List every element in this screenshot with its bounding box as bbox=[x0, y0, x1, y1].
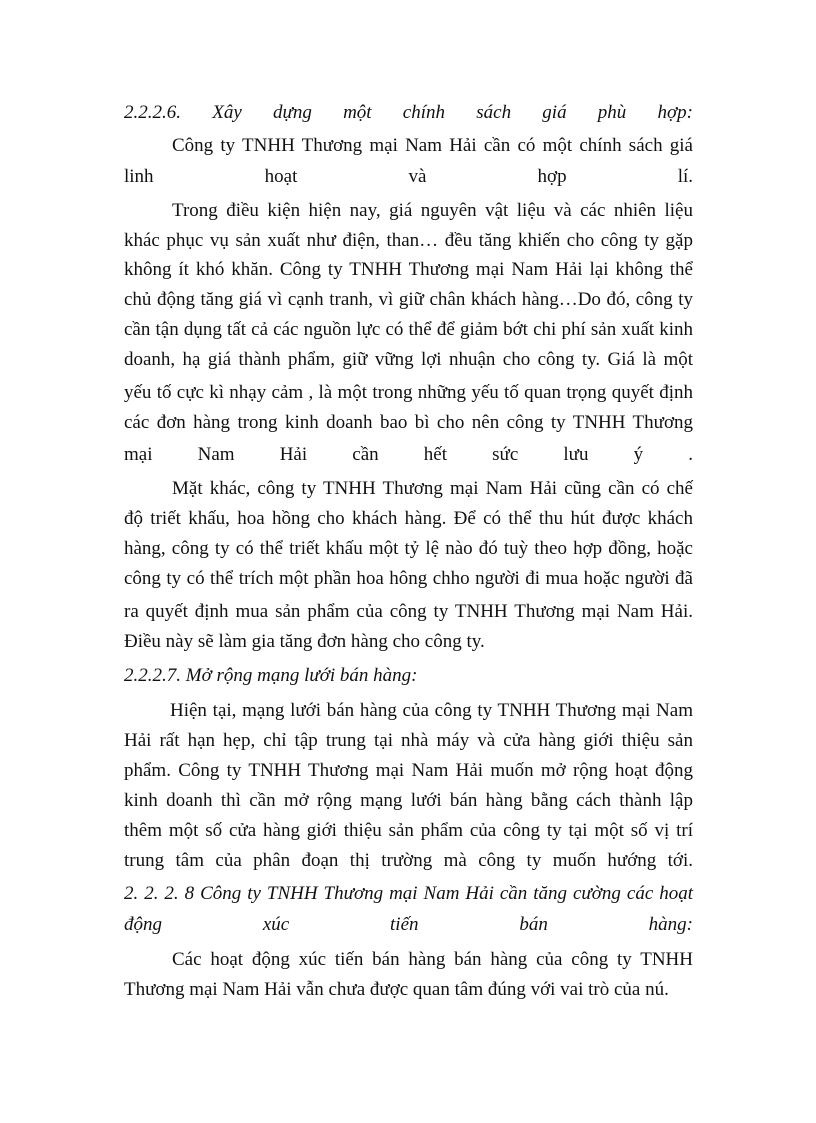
paragraph-line: thêm một số cửa hàng giới thiệu sản phẩm của công ty tại một số vị trí bbox=[124, 820, 693, 841]
paragraph-line: Điều này sẽ làm gia tăng đơn hàng cho công ty. bbox=[124, 631, 485, 652]
paragraph-line: cần tận dụng tất cả các nguồn lực có thể để giảm bớt chi phí sản xuất kinh bbox=[124, 319, 693, 340]
paragraph-line: khác phục vụ sản xuất như điện, than… đều tăng khiến cho công ty gặp bbox=[124, 230, 693, 251]
paragraph-line: các đơn hàng trong kinh doanh bao bì cho nên công ty TNHH Thương bbox=[124, 412, 693, 433]
paragraph-line: chủ động tăng giá vì cạnh tranh, vì giữ chân khách hàng…Do đó, công ty bbox=[124, 289, 693, 310]
paragraph-line: không ít khó khăn. Công ty TNHH Thương mại Nam Hải lại không thể bbox=[124, 259, 693, 280]
paragraph-line: mại Nam Hải cần hết sức lưu ý . bbox=[124, 444, 693, 465]
paragraph-line: doanh, hạ giá thành phẩm, giữ vững lợi nhuận cho công ty. Giá là một bbox=[124, 349, 693, 370]
section-heading-2228: 2. 2. 2. 8 Công ty TNHH Thương mại Nam Hải cần tăng cường các hoạt bbox=[124, 883, 693, 904]
paragraph-line: Các hoạt động xúc tiến bán hàng bán hàng của công ty TNHH bbox=[172, 949, 693, 970]
paragraph-line: trung tâm của phân đoạn thị trường mà công ty muốn hướng tới. bbox=[124, 850, 693, 871]
paragraph-line: hàng, công ty có thể triết khấu một tỷ lệ nào đó tuỳ theo hợp đồng, hoặc bbox=[124, 538, 693, 559]
paragraph-line: ra quyết định mua sản phẩm của công ty TNHH Thương mại Nam Hải. bbox=[124, 601, 693, 622]
paragraph-line: công ty có thể trích một phần hoa hông chho người đi mua hoặc người đã bbox=[124, 568, 693, 589]
paragraph-line: Mặt khác, công ty TNHH Thương mại Nam Hải cũng cần có chế bbox=[172, 478, 693, 499]
paragraph-line: Trong điều kiện hiện nay, giá nguyên vật liệu và các nhiên liệu bbox=[172, 200, 693, 221]
paragraph-line: độ triết khấu, hoa hồng cho khách hàng. Để có thể thu hút được khách bbox=[124, 508, 693, 529]
paragraph-line: Hiện tại, mạng lưới bán hàng của công ty TNHH Thương mại Nam bbox=[170, 700, 693, 721]
section-heading-2227: 2.2.2.7. Mở rộng mạng lưới bán hàng: bbox=[124, 665, 418, 686]
paragraph-line: phẩm. Công ty TNHH Thương mại Nam Hải muốn mở rộng hoạt động bbox=[124, 760, 693, 781]
paragraph-line: Công ty TNHH Thương mại Nam Hải cần có một chính sách giá bbox=[172, 135, 693, 156]
section-heading-2226: 2.2.2.6. Xây dựng một chính sách giá phù hợp: bbox=[124, 102, 693, 123]
paragraph-line: Thương mại Nam Hải vẫn chưa được quan tâm đúng với vai trò của nú. bbox=[124, 979, 669, 1000]
paragraph-line: Hải rất hạn hẹp, chỉ tập trung tại nhà máy và cửa hàng giới thiệu sản bbox=[124, 730, 693, 751]
section-heading-2228-cont: động xúc tiến bán hàng: bbox=[124, 914, 693, 935]
paragraph-line: kinh doanh thì cần mở rộng mạng lưới bán hàng bằng cách thành lập bbox=[124, 790, 693, 811]
paragraph-line: linh hoạt và hợp lí. bbox=[124, 166, 693, 187]
paragraph-line: yếu tố cực kì nhạy cảm , là một trong những yếu tố quan trọng quyết định bbox=[124, 382, 693, 403]
